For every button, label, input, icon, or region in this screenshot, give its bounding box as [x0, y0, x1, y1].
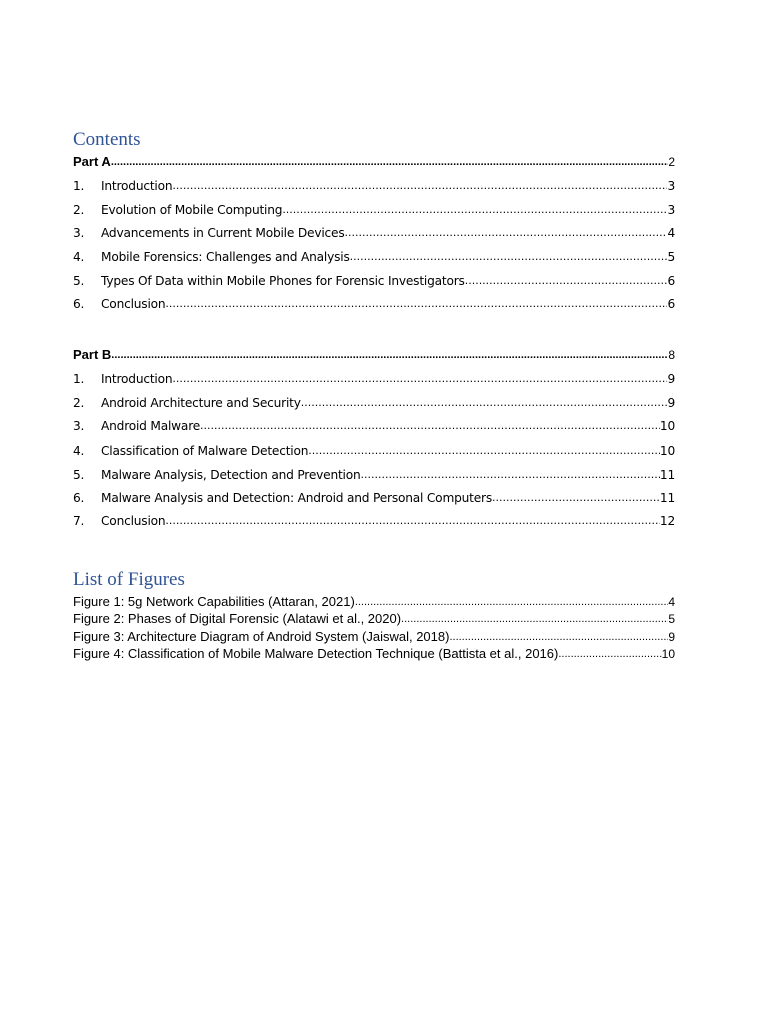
toc-entry-title: Evolution of Mobile Computing	[101, 203, 283, 217]
figure-entry-title: Figure 4: Classification of Mobile Malware Detection Technique (Battista et al., 2016)	[73, 646, 559, 661]
toc-leader	[465, 274, 668, 288]
toc-entry-number: 5.	[73, 274, 85, 288]
toc-entry-page: 10	[659, 419, 675, 433]
toc-entry-title: Introduction	[101, 372, 173, 386]
figure-entry-title: Figure 1: 5g Network Capabilities (Attaran, 2021)	[73, 594, 355, 609]
toc-entry-title: Classification of Malware Detection	[101, 444, 309, 458]
toc-entry[interactable]	[73, 464, 675, 482]
toc-leader	[308, 444, 660, 458]
toc-entry-title: Conclusion	[101, 297, 166, 311]
toc-part-b-page: 8	[668, 348, 675, 362]
toc-entry-number: 2.	[73, 396, 85, 410]
toc-entry-title: Malware Analysis, Detection and Prevention	[101, 468, 361, 482]
toc-entry[interactable]	[73, 368, 675, 386]
toc-leader	[165, 514, 659, 528]
toc-part-b[interactable]	[73, 344, 675, 362]
toc-entry-page: 9	[667, 396, 675, 410]
figure-entry[interactable]	[73, 608, 675, 626]
toc-part-a-page: 2	[668, 155, 675, 169]
toc-leader	[355, 595, 669, 609]
toc-entry-page: 11	[659, 468, 675, 482]
toc-entry-page: 4	[667, 226, 675, 240]
toc-leader	[492, 491, 660, 505]
toc-entry-number: 1.	[73, 179, 85, 193]
toc-entry-number: 4.	[73, 444, 85, 458]
toc-entry-page: 5	[667, 250, 675, 264]
toc-entry-title: Android Malware	[101, 419, 201, 433]
figure-entry-title: Figure 2: Phases of Digital Forensic (Alatawi et al., 2020)	[73, 611, 402, 626]
toc-leader	[361, 468, 660, 482]
toc-leader	[558, 647, 661, 661]
contents-heading: Contents	[73, 129, 141, 150]
toc-leader	[172, 179, 667, 193]
toc-leader	[111, 348, 668, 362]
toc-leader	[350, 250, 668, 264]
toc-entry-number: 1.	[73, 372, 85, 386]
toc-entry-title: Introduction	[101, 179, 173, 193]
figure-entry[interactable]	[73, 643, 675, 661]
toc-entry[interactable]	[73, 199, 675, 217]
toc-entry[interactable]	[73, 440, 675, 458]
toc-entry-title: Android Architecture and Security	[101, 396, 301, 410]
toc-entry[interactable]	[73, 270, 675, 288]
toc-entry-number: 3.	[73, 419, 85, 433]
toc-entry-page: 9	[667, 372, 675, 386]
toc-entry-page: 12	[659, 514, 675, 528]
figure-entry[interactable]	[73, 626, 675, 644]
toc-entry-title: Advancements in Current Mobile Devices	[101, 226, 345, 240]
toc-entry-page: 11	[659, 491, 675, 505]
figure-entry-page: 10	[661, 647, 675, 661]
toc-entry[interactable]	[73, 487, 675, 505]
figure-entry-page: 5	[668, 612, 675, 626]
toc-entry-number: 5.	[73, 468, 85, 482]
toc-leader	[111, 155, 669, 169]
toc-part-a[interactable]	[73, 151, 675, 169]
toc-entry[interactable]	[73, 392, 675, 410]
toc-leader	[301, 396, 668, 410]
toc-entry-title: Conclusion	[101, 514, 166, 528]
toc-entry-page: 6	[667, 297, 675, 311]
toc-part-b-title: Part B	[73, 347, 112, 362]
toc-entry[interactable]	[73, 415, 675, 433]
toc-entry-number: 4.	[73, 250, 85, 264]
toc-leader	[165, 297, 667, 311]
toc-entry[interactable]	[73, 510, 675, 528]
toc-leader	[172, 372, 667, 386]
toc-part-a-title: Part A	[73, 154, 111, 169]
toc-entry-page: 3	[667, 203, 675, 217]
toc-entry-number: 7.	[73, 514, 85, 528]
toc-entry-number: 6.	[73, 491, 85, 505]
toc-leader	[200, 419, 660, 433]
toc-entry-page: 10	[659, 444, 675, 458]
figure-entry-title: Figure 3: Architecture Diagram of Android System (Jaiswal, 2018)	[73, 629, 450, 644]
toc-leader	[401, 612, 668, 626]
toc-entry-title: Types Of Data within Mobile Phones for Forensic Investigators	[101, 274, 465, 288]
toc-leader	[449, 630, 668, 644]
toc-entry-title: Mobile Forensics: Challenges and Analysis	[101, 250, 350, 264]
toc-entry[interactable]	[73, 246, 675, 264]
toc-leader	[282, 203, 667, 217]
toc-entry-number: 6.	[73, 297, 85, 311]
toc-entry-page: 6	[667, 274, 675, 288]
figure-entry[interactable]	[73, 591, 675, 609]
toc-entry-number: 3.	[73, 226, 85, 240]
toc-entry[interactable]	[73, 293, 675, 311]
toc-entry-page: 3	[667, 179, 675, 193]
figures-heading: List of Figures	[73, 569, 185, 590]
toc-leader	[344, 226, 667, 240]
toc-entry-number: 2.	[73, 203, 85, 217]
figure-entry-page: 9	[668, 630, 675, 644]
toc-entry-title: Malware Analysis and Detection: Android and Personal Computers	[101, 491, 493, 505]
toc-entry[interactable]	[73, 175, 675, 193]
figure-entry-page: 4	[668, 595, 675, 609]
toc-entry[interactable]	[73, 222, 675, 240]
